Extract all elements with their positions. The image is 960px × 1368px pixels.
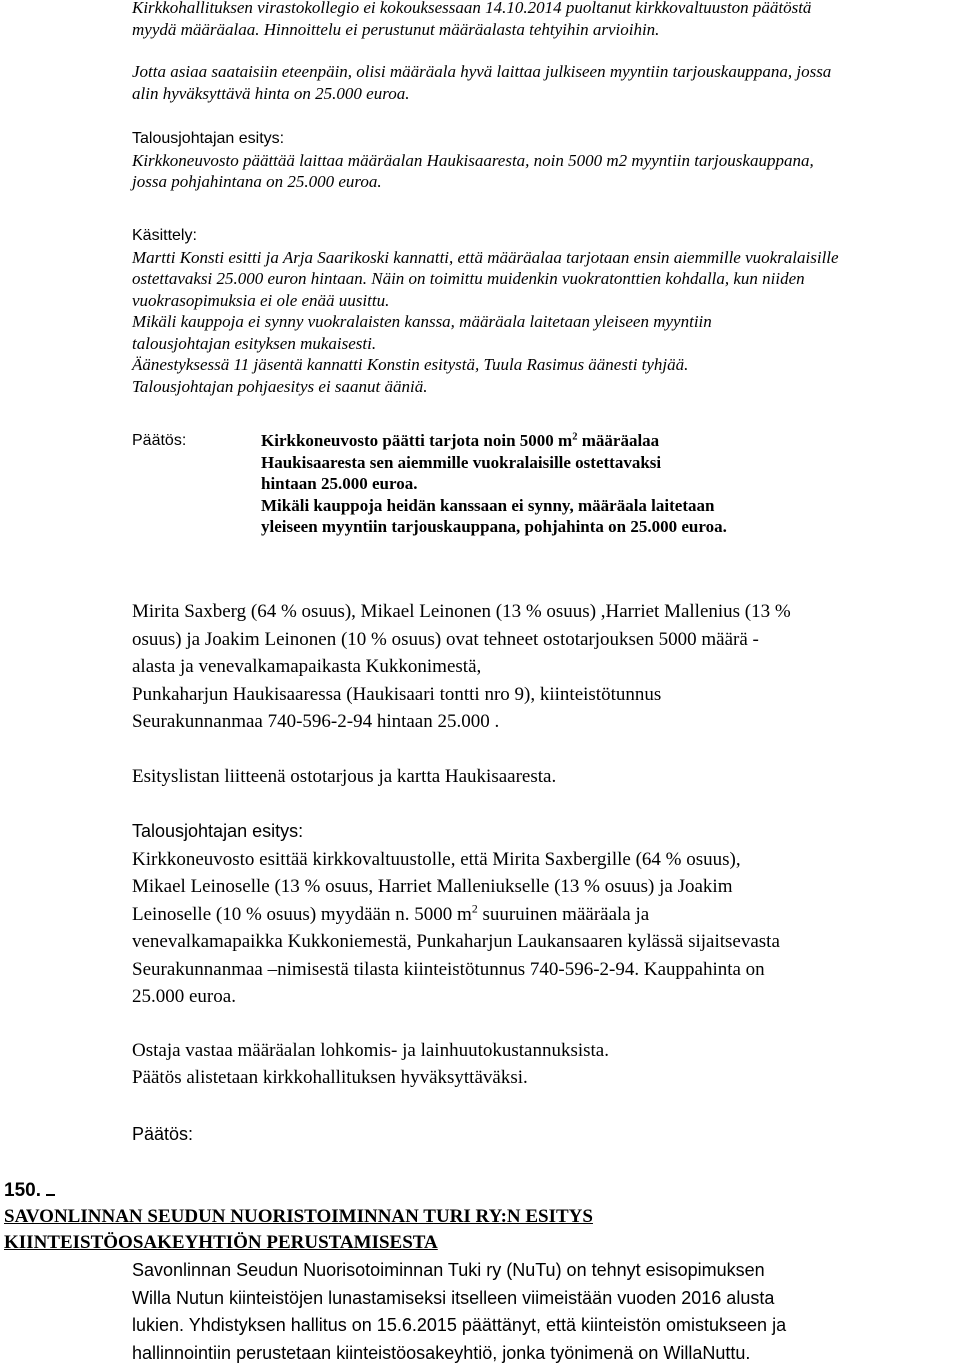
handling-paragraph-2: Mikäli kauppoja ei synny vuokralaisten kanssa, määräala laitetaan yleiseen myyntiin talousjohtajan esityksen mukaisesti. [132,312,712,353]
proposal-2-text: Kirkkoneuvosto esittää kirkkovaltuustolle, että Mirita Saxbergille (64 % osuus), Mikael Leinoselle (13 % osuus, Harriet Malleniukselle (13 % osuus) ja Joakim Leinoselle (10 % osuus) myydään n. 5000 $m^2$ suuruinen määräala ja venevalkamapaikka Kukkoniemestä, Punkaharjun Laukansaaren kylässä sijaitsevasta Seurakunnanmaa –nimisestä tilasta kiinteistötunnus 740-596-2-94. Kauppahinta on 25.000 euroa. [132,848,780,1007]
decision-1-text [261,430,951,538]
intro-line-1: Kirkkohallituksen virastokollegio ei kokouksessaan 14.10.2014 puoltanut kirkkovaltuuston päätöstä [132,0,812,17]
section-150-title-line-2: KIINTEISTÖOSAKEYHTIÖN PERUSTAMISESTA [4,1232,438,1253]
section-150-heading [4,1178,954,1256]
decision-1-rest: Haukisaaresta sen aiemmille vuokralaisille ostettavaksi hintaan 25.000 euroa. Mikäli kauppoja heidän kanssaan ei synny, määräala laitetaan yleiseen myyntiin tarjouskauppana, pohjahinta on 25.000 euroa. [261,452,727,536]
handling-section [132,225,958,397]
intro-section [132,0,958,104]
decision-1-line-1: Kirkkoneuvosto päätti tarjota noin 5000 $m^2$ määräalaa [261,431,660,450]
section-150-number: 150. [4,1178,954,1204]
offer-section [132,598,958,790]
proposal-1-text: Kirkkoneuvosto päättää laittaa määräalan Haukisaaresta, noin 5000 m2 myyntiin tarjouskauppana, jossa pohjahintana on 25.000 euroa. [132,150,814,191]
offer-text: Mirita Saxberg (64 % osuus), Mikael Leinonen (13 % osuus) ,Harriet Mallenius (13 % osuus) ja Joakim Leinonen (10 % osuus) ovat tehneet ostotarjouksen 5000 määrä - alasta ja venevalkamapaikasta Kukkonimestä, Punkaharjun Haukisaaressa (Haukisaari tontti nro 9), kiinteistötunnus Seurakunnanmaa 740-596-2-94 hintaan 25.000 . [132,601,791,732]
proposal-2-section [132,818,958,1092]
handling-paragraph-1: Martti Konsti esitti ja Arja Saarikoski kannatti, että määräalaa tarjotaan ensin aiemmille vuokralaisille ostettavaksi 25.000 euron hintaan. Näin on toimittu muidenkin vuokratonttien kohdalla, kun niiden vuokrasopimuksia ei ole enää uusittu. [132,247,839,310]
handling-vote-result: Äänestyksessä 11 jäsentä kannatti Konstin esitystä, Tuula Rasimus äänesti tyhjää. [132,355,689,374]
handling-label: Käsittely: [132,227,197,244]
proposal-1-section [132,128,958,193]
intro-line-2: myydä määräalaa. Hinnoittelu ei perustunut määräalasta tehtyihin arvioihin. [132,19,660,39]
decision-2-label: Päätös: [132,1124,194,1144]
section-150-title-line-1: SAVONLINNAN SEUDUN NUORISTOIMINNAN TURI RY:N ESITYS [4,1206,593,1227]
section-150-body: Savonlinnan Seudun Nuorisotoiminnan Tuki ry (NuTu) on tehnyt esisopimuksen Willa Nutun kiinteistöjen lunastamiseksi itselleen viimeistään vuoden 2016 alusta lukien. Yhdistyksen hallitus on 15.6.2015 päättänyt, että kiinteistön omistukseen ja hallinnointiin perustetaan kiinteistöosakeyhtiö, jonka työnimenä on WillaNuttu. [132,1260,787,1363]
proposal-1-label: Talousjohtajan esitys: [132,130,285,147]
offer-attachment: Esityslistan liitteenä ostotarjous ja kartta Haukisaaresta. [132,765,557,787]
intro-paragraph-2: Jotta asiaa saataisiin eteenpäin, olisi määräala hyvä laittaa julkiseen myyntiin tarjouskauppana, jossa alin hyväksyttävä hinta on 25.000 euroa. [132,62,832,103]
handling-base-proposal-result: Talousjohtajan pohjaesitys ei saanut ääniä. [132,376,428,396]
proposal-2-label: Talousjohtajan esitys: [132,821,304,841]
proposal-2-costs: Ostaja vastaa määräalan lohkomis- ja lainhuutokustannuksista. Päätös alistetaan kirkkohallituksen hyväksyttäväksi. [132,1039,609,1088]
decision-1-label: Päätös: [132,432,187,449]
